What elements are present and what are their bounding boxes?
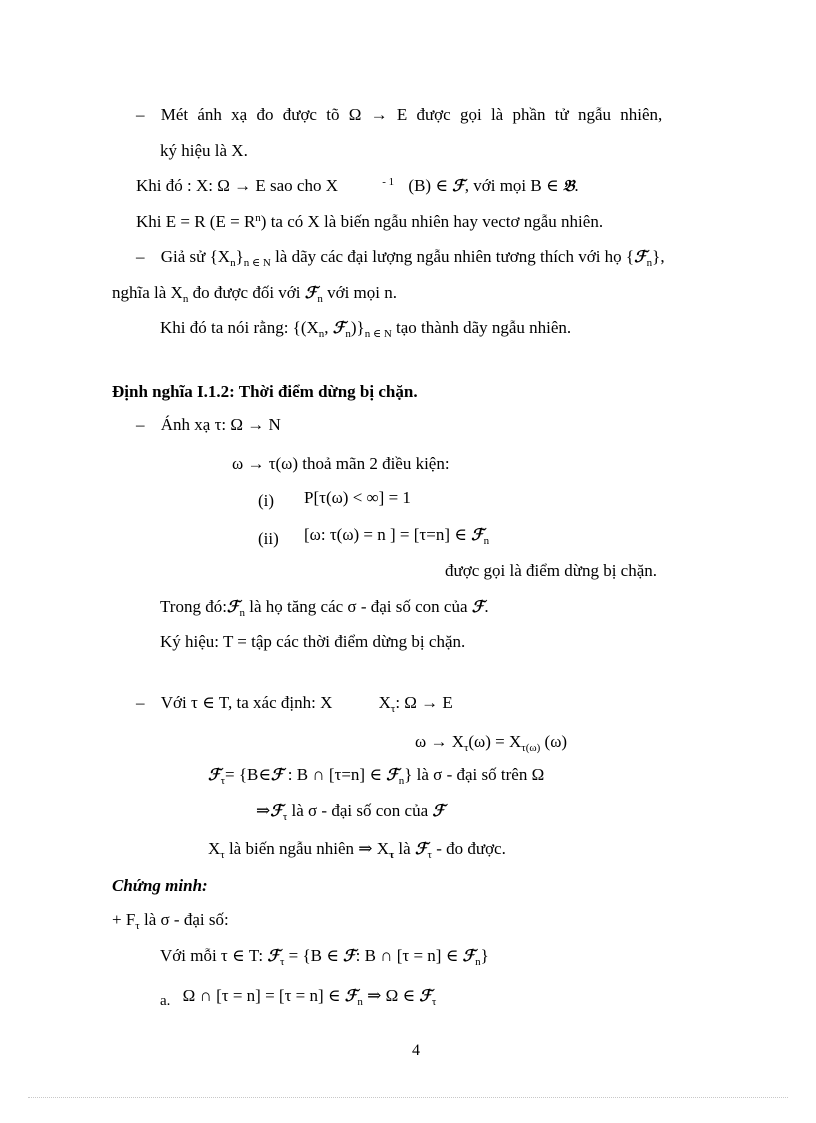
label: (ii) <box>258 529 279 548</box>
borel-B: 𝔅 <box>562 176 575 195</box>
sub-tau: τ <box>427 849 432 861</box>
line-10 <box>232 455 450 472</box>
text: Khi E = R (E = R <box>136 212 256 231</box>
sub-n: n <box>182 293 189 305</box>
text: - đo được. <box>436 839 506 858</box>
text: ω → X <box>415 732 464 751</box>
text: tạo thành dãy ngẫu nhiên. <box>396 318 572 337</box>
sub-tau: τ <box>279 956 285 968</box>
sub-tau: τ <box>220 849 225 861</box>
proof-heading <box>112 877 208 894</box>
sub-tau: τ <box>220 775 225 787</box>
text: [ω: τ(ω) = n ] = [τ=n] ∈ <box>304 525 467 544</box>
text: là σ - đại số con của <box>291 801 429 820</box>
text: } là σ - đại số trên Ω <box>404 765 545 784</box>
text: Mét ánh xạ đo được tõ Ω → E được gọi là phần tử ngẫu nhiên, <box>160 105 663 124</box>
definition-heading <box>112 383 418 400</box>
sub-tau: τ <box>431 996 437 1008</box>
sub-n: n <box>317 293 323 305</box>
sub-tau-omega: τ(ω) <box>521 742 541 754</box>
line-14 <box>160 598 489 619</box>
text: nghĩa là X <box>112 283 183 302</box>
text: Ω ∩ [τ = n] = [τ = n] ∈ <box>182 986 341 1005</box>
text: = {B ∈ <box>288 946 339 965</box>
text: Khi đó : X: Ω → E sao cho X <box>136 176 338 195</box>
page-number: 4 <box>412 1042 420 1059</box>
line-5 <box>136 248 665 269</box>
text: ký hiệu là X. <box>160 141 248 160</box>
text: được gọi là điểm dừng bị chặn. <box>445 561 658 580</box>
dash: – <box>136 105 145 124</box>
line-1 <box>136 106 662 123</box>
text: Định nghĩa I.1.2: Thời điểm dừng bị chặn. <box>112 382 418 401</box>
line-15 <box>160 633 465 650</box>
sub-n: n <box>239 607 245 619</box>
text: là <box>398 839 411 858</box>
text: : Ω → E <box>395 693 453 712</box>
line-17 <box>415 733 567 754</box>
sigma-algebra-F: ℱ <box>208 765 221 784</box>
text: Giả sử {X <box>160 247 231 266</box>
text: Chứng minh: <box>112 876 208 895</box>
text: với mọi n. <box>327 283 398 302</box>
sub-n: n <box>483 535 490 547</box>
text: X <box>208 839 221 858</box>
sub-tau: τ <box>389 849 395 861</box>
text: : B ∩ [τ = n] ∈ <box>355 946 459 965</box>
line-3 <box>136 177 579 194</box>
sigma-algebra-F: ℱ <box>386 765 399 784</box>
sigma-algebra-F: ℱ <box>226 597 240 616</box>
text: . <box>574 176 579 195</box>
text: }, <box>652 247 665 266</box>
text: } <box>480 946 489 965</box>
sub-n: n <box>357 996 363 1008</box>
text: )} <box>350 318 365 337</box>
text: P[τ(ω) < ∞] = 1 <box>304 488 411 507</box>
line-4 <box>136 213 603 230</box>
text: Trong đó: <box>160 597 227 616</box>
text: + F <box>112 910 136 929</box>
text: } <box>235 247 244 266</box>
sigma-algebra-F: ℱ <box>419 986 432 1005</box>
sub-n: n <box>318 328 325 340</box>
sub-n-in-N: n ∈ N <box>243 257 271 269</box>
sub-tau: τ <box>463 742 469 754</box>
text-group <box>304 526 489 547</box>
line-24 <box>160 987 436 1008</box>
text: đo được đối với <box>192 283 301 302</box>
sub-n-in-N: n ∈ N <box>364 328 392 340</box>
dash: – <box>136 247 145 266</box>
label: a. <box>160 993 171 1009</box>
sigma-algebra-F: ℱ <box>471 525 484 544</box>
sigma-algebra-F: ℱ <box>270 765 284 784</box>
text: là σ - đại số: <box>143 910 229 929</box>
line-9 <box>136 416 281 433</box>
dash: – <box>136 693 145 712</box>
text: (B) ∈ <box>408 176 448 195</box>
line-2 <box>160 142 248 159</box>
sigma-algebra-F: ℱ <box>343 946 356 965</box>
text: là dãy các đại lượng ngẫu nhiên tương thích với họ { <box>275 247 635 266</box>
sigma-algebra-F: ℱ <box>304 283 318 302</box>
line-19 <box>256 802 445 823</box>
text: là biến ngẫu nhiên ⇒ X <box>228 839 390 858</box>
text: , <box>324 318 329 337</box>
dash: – <box>136 415 145 434</box>
sigma-algebra-F: ℱ <box>634 247 647 266</box>
sub-n: n <box>398 775 405 787</box>
sigma-algebra-F: ℱ <box>267 946 280 965</box>
sub-tau: τ <box>282 811 288 823</box>
sub-tau: τ <box>390 703 396 715</box>
text: ω → τ(ω) thoả mãn 2 điều kiện: <box>232 454 450 473</box>
sigma-algebra-F: ℱ <box>462 946 476 965</box>
text: . <box>484 597 489 616</box>
line-6 <box>112 284 397 305</box>
text: , với mọi B ∈ <box>464 176 559 195</box>
text: : B ∩ [τ=n] ∈ <box>287 765 382 784</box>
sub-n: n <box>475 956 481 968</box>
sigma-algebra-F: ℱ <box>414 839 428 858</box>
page-bottom-divider <box>28 1097 788 1098</box>
sub-n: n <box>345 328 351 340</box>
sigma-algebra-F: ℱ <box>432 801 445 820</box>
power-n: n <box>255 212 261 224</box>
line-16 <box>136 694 453 715</box>
text: X <box>378 693 391 712</box>
sigma-algebra-F: ℱ <box>270 801 283 820</box>
text: Ánh xạ τ: Ω → N <box>160 415 281 434</box>
sigma-algebra-F: ℱ <box>471 597 485 616</box>
text: (ω) <box>544 732 568 751</box>
line-22 <box>112 911 229 932</box>
sub-tau: τ <box>135 920 140 932</box>
text: Khi đó ta nói rằng: {(X <box>160 318 319 337</box>
line-20 <box>208 840 506 861</box>
sub-n: n <box>646 257 653 269</box>
inverse-superscript: - 1 <box>382 176 395 188</box>
condition-ii <box>258 525 490 548</box>
line-7 <box>160 319 571 340</box>
text: Với τ ∈ T, ta xác định: X <box>160 693 333 712</box>
text: ⇒ Ω ∈ <box>367 986 416 1005</box>
label: (i) <box>258 491 275 510</box>
text: Với mỗi τ ∈ T: <box>160 946 264 965</box>
text: Ký hiệu: T = tập các thời điểm dừng bị chặn. <box>160 632 466 651</box>
text: là họ tăng các σ - đại số con của <box>249 597 468 616</box>
line-23 <box>160 947 489 968</box>
line-18 <box>208 766 544 787</box>
text: = {B∈ <box>225 765 271 784</box>
sigma-algebra-F: ℱ <box>452 176 465 195</box>
sub-n: n <box>230 257 236 269</box>
sigma-algebra-F: ℱ <box>344 986 358 1005</box>
line-13 <box>445 562 657 579</box>
implies: ⇒ <box>256 801 271 820</box>
sigma-algebra-F: ℱ <box>332 318 346 337</box>
text: ) ta có X là biến ngẫu nhiên hay vectơ ngẫu nhiên. <box>260 212 604 231</box>
text: (ω) = X <box>468 732 522 751</box>
condition-i <box>258 488 411 510</box>
